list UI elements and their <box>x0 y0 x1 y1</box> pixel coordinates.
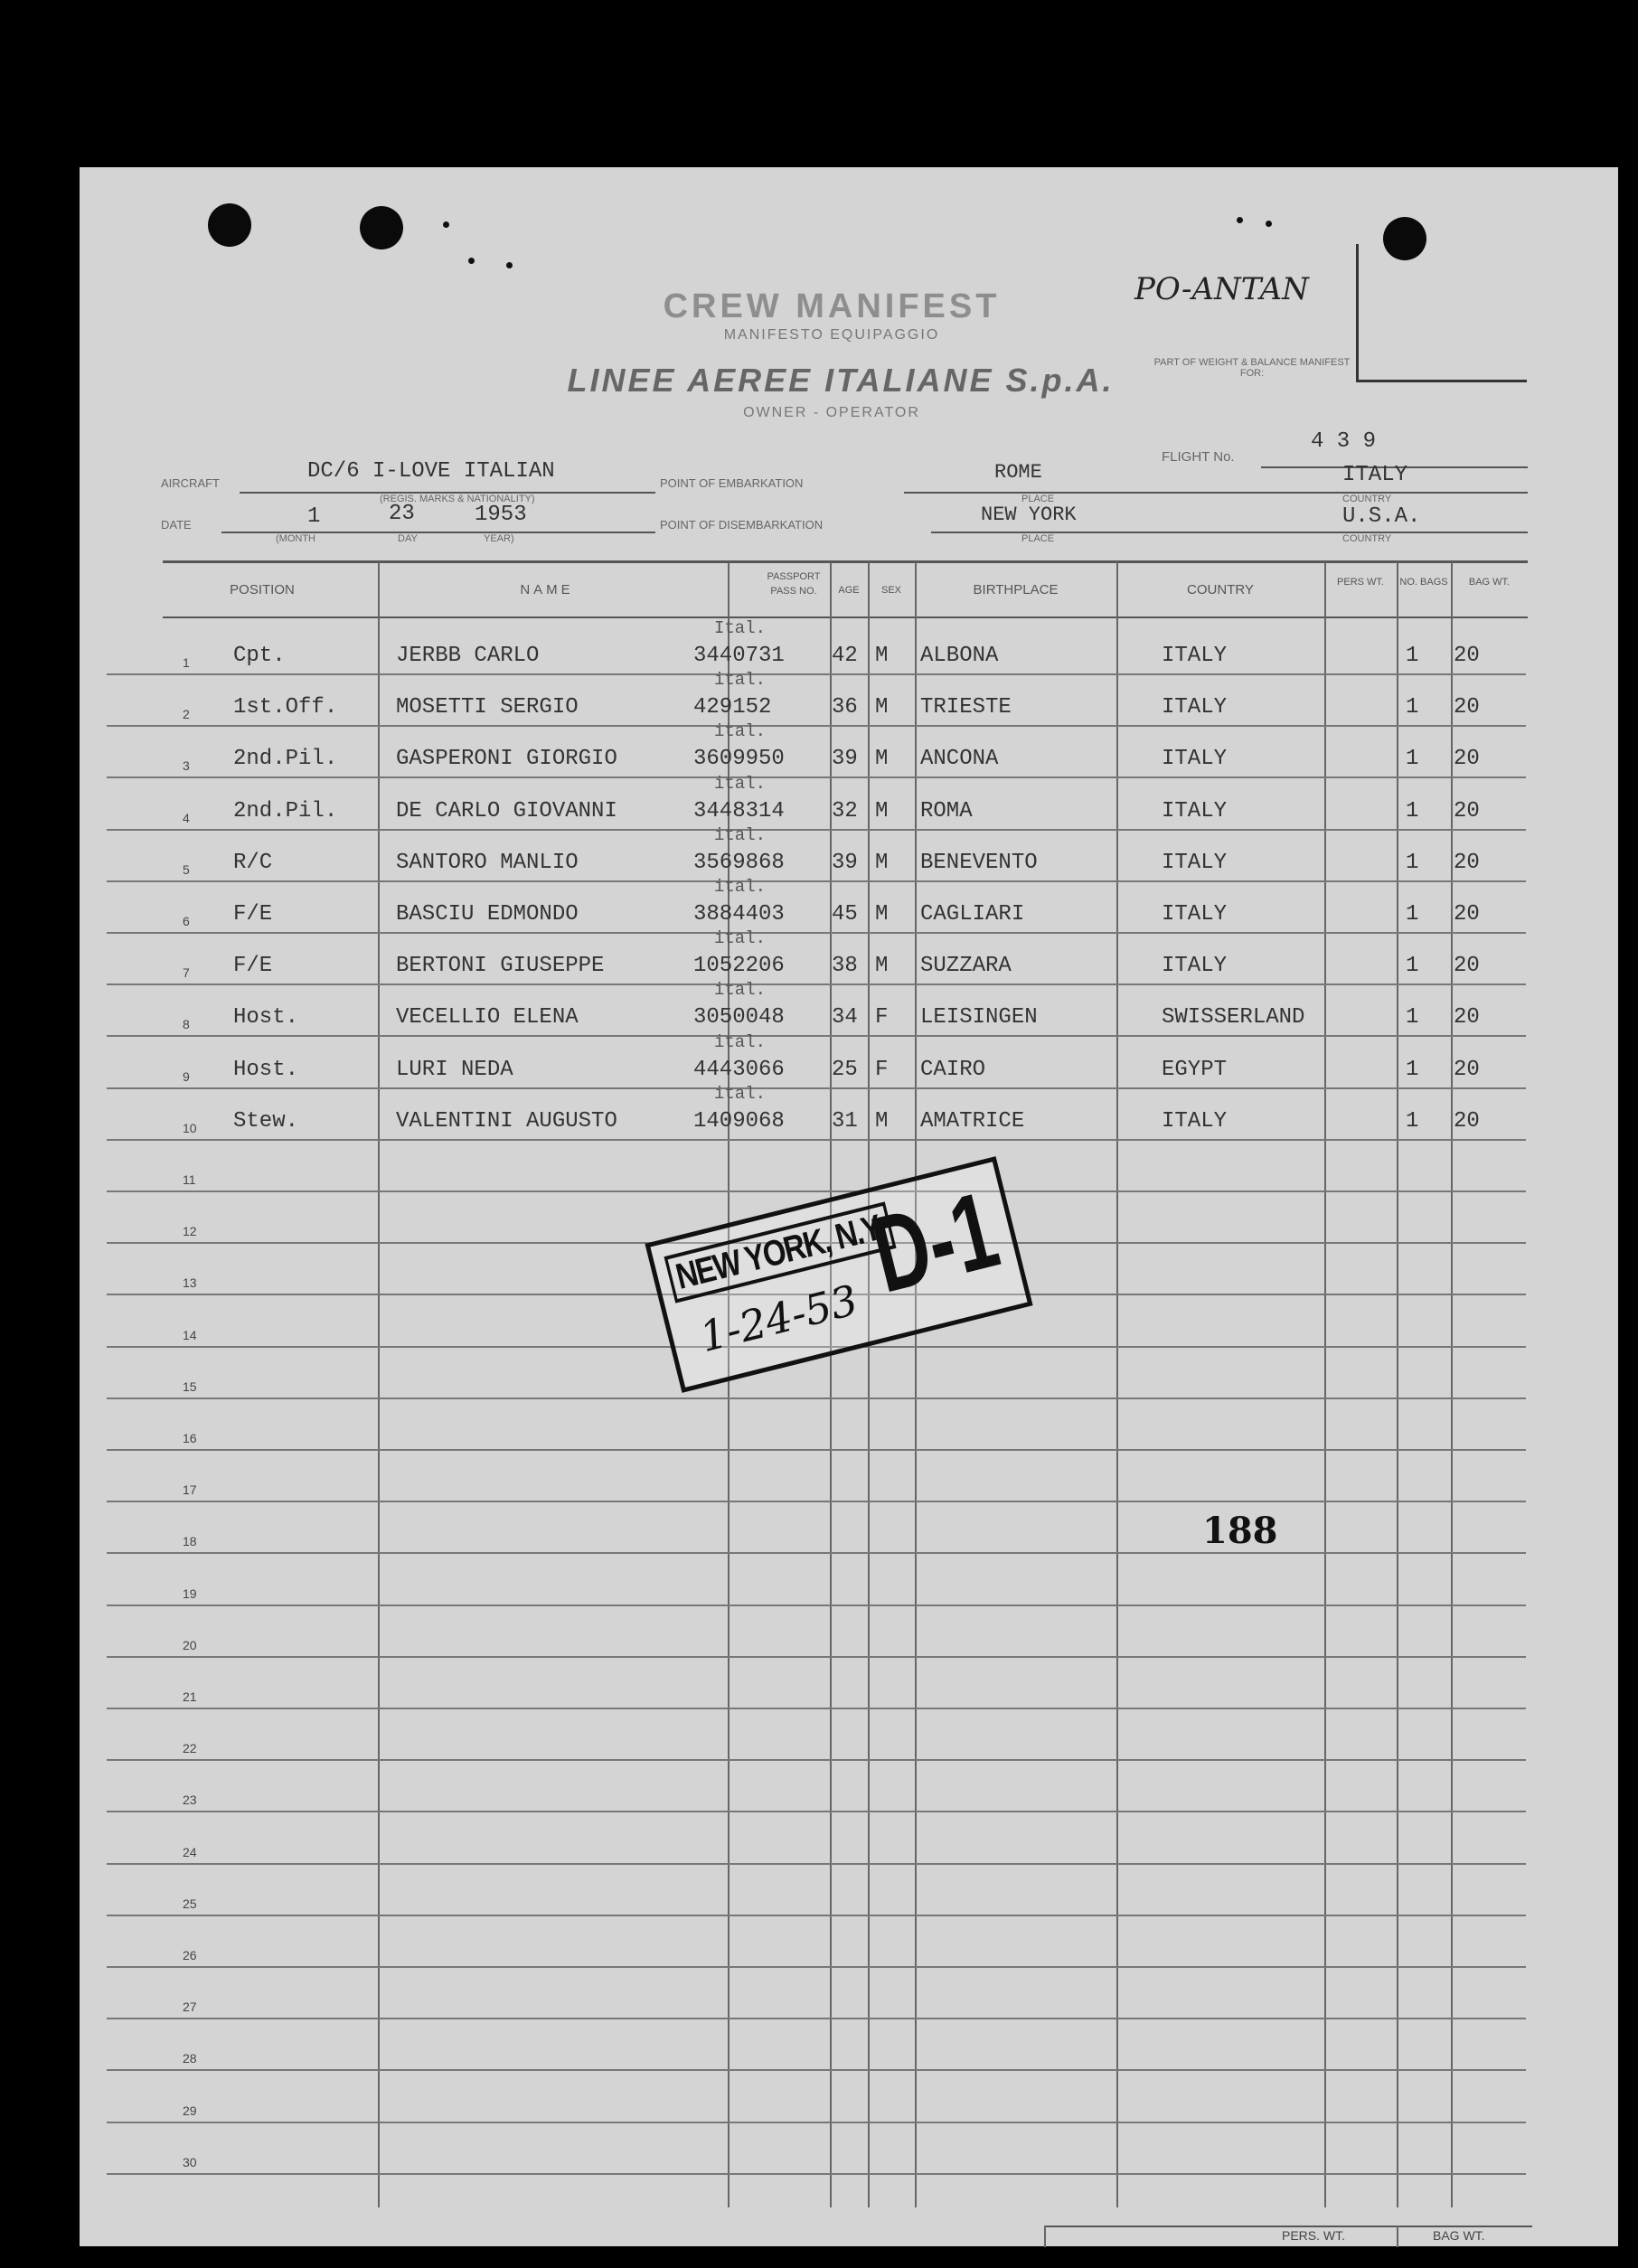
table-row <box>107 1141 1526 1192</box>
crew-position: 2nd.Pil. <box>233 798 338 823</box>
crew-sex: M <box>875 1108 889 1134</box>
crew-country: ITALY <box>1162 850 1228 875</box>
crew-birthplace: SUZZARA <box>920 954 1012 979</box>
row-number: 17 <box>183 1482 197 1498</box>
ink-speck <box>468 258 475 264</box>
crew-country: ITALY <box>1162 695 1228 720</box>
col-no-bags: NO. BAGS <box>1399 577 1448 588</box>
crew-name: LURI NEDA <box>396 1057 513 1082</box>
row-number: 29 <box>183 2103 197 2118</box>
crew-passport: 3448314 <box>693 798 785 823</box>
crew-name: GASPERONI GIORGIO <box>396 747 617 772</box>
footer-pers-wt: PERS. WT. <box>1282 2228 1346 2243</box>
row-number: 19 <box>183 1586 197 1601</box>
stamp-city: NEW YORK, N.Y. <box>664 1201 896 1303</box>
crew-passport: 3884403 <box>693 902 785 927</box>
row-number: 22 <box>183 1741 197 1756</box>
crew-birthplace: CAGLIARI <box>920 902 1025 927</box>
crew-name: BASCIU EDMONDO <box>396 902 579 927</box>
embarkation-country-label: COUNTRY <box>1342 494 1392 504</box>
crew-birthplace: LEISINGEN <box>920 1005 1038 1030</box>
row-number: 9 <box>183 1068 190 1084</box>
crew-position: Stew. <box>233 1108 299 1134</box>
crew-country: ITALY <box>1162 1108 1228 1134</box>
airline-name: LINEE AEREE ITALIANE S.p.A. <box>567 362 1115 399</box>
weight-box-label: PART OF WEIGHT & BALANCE MANIFEST FOR: <box>1153 357 1351 379</box>
crew-sex: M <box>875 695 889 720</box>
table-row <box>107 928 1526 985</box>
table-row <box>107 1606 1526 1658</box>
passport-prefix: ital. <box>714 980 767 1001</box>
crew-birthplace: CAIRO <box>920 1057 986 1082</box>
passport-prefix: ital. <box>714 928 767 949</box>
crew-bag-wt: 20 <box>1454 850 1480 875</box>
table-row <box>107 2123 1526 2175</box>
footer-bag-wt: BAG WT. <box>1433 2228 1485 2243</box>
crew-age: 36 <box>832 695 858 720</box>
table-row <box>107 1916 1526 1968</box>
passport-prefix: ital. <box>714 773 767 794</box>
crew-passport: 1052206 <box>693 954 785 979</box>
crew-position: F/E <box>233 902 273 927</box>
flight-number: 4 3 9 <box>1311 429 1377 454</box>
embarkation-place: ROME <box>994 461 1042 484</box>
flight-label: FLIGHT No. <box>1162 449 1235 465</box>
handwritten-note: PO-ANTAN <box>1134 271 1309 307</box>
crew-bags: 1 <box>1406 747 1419 772</box>
passport-prefix: ital. <box>714 877 767 897</box>
crew-name: BERTONI GIUSEPPE <box>396 954 605 979</box>
col-pers-wt: PERS WT. <box>1337 577 1384 588</box>
disembarkation-country-label: COUNTRY <box>1342 533 1392 544</box>
crew-name: JERBB CARLO <box>396 644 540 668</box>
table-row <box>107 2072 1526 2123</box>
row-number: 25 <box>183 1896 197 1911</box>
col-position: POSITION <box>230 582 295 598</box>
stamp-date: 1-24-53 <box>694 1275 863 1362</box>
crew-name: SANTORO MANLIO <box>396 850 579 875</box>
col-name: NAME <box>520 582 574 598</box>
crew-passport: 3569868 <box>693 850 785 875</box>
row-number: 3 <box>183 758 190 774</box>
table-row <box>107 1031 1526 1089</box>
footer-divider <box>1397 2226 1398 2247</box>
crew-name: DE CARLO GIOVANNI <box>396 798 617 823</box>
embarkation-line <box>904 492 1528 494</box>
table-row <box>107 1083 1526 1141</box>
row-number: 24 <box>183 1844 197 1859</box>
crew-sex: M <box>875 747 889 772</box>
date-label: DATE <box>161 518 192 532</box>
table-top-rule <box>163 560 1528 563</box>
row-number: 14 <box>183 1327 197 1342</box>
crew-bag-wt: 20 <box>1454 1108 1480 1134</box>
weight-box <box>1356 244 1527 382</box>
crew-bag-wt: 20 <box>1454 1005 1480 1030</box>
table-row <box>107 1451 1526 1502</box>
crew-passport: 3050048 <box>693 1005 785 1030</box>
crew-position: F/E <box>233 954 273 979</box>
table-header-rule <box>163 616 1528 618</box>
crew-birthplace: AMATRICE <box>920 1108 1025 1134</box>
disembarkation-place: NEW YORK <box>981 503 1077 526</box>
disembarkation-label: POINT OF DISEMBARKATION <box>660 518 824 532</box>
table-row <box>107 1658 1526 1709</box>
crew-birthplace: TRIESTE <box>920 695 1012 720</box>
crew-bags: 1 <box>1406 798 1419 823</box>
crew-country: ITALY <box>1162 954 1228 979</box>
row-number: 26 <box>183 1948 197 1962</box>
crew-bags: 1 <box>1406 1108 1419 1134</box>
passport-prefix: ital. <box>714 670 767 691</box>
row-number: 1 <box>183 655 190 670</box>
crew-position: 2nd.Pil. <box>233 747 338 772</box>
crew-country: EGYPT <box>1162 1057 1228 1082</box>
table-row <box>107 877 1526 934</box>
crew-passport: 429152 <box>693 695 772 720</box>
crew-bag-wt: 20 <box>1454 1057 1480 1082</box>
crew-age: 34 <box>832 1005 858 1030</box>
table-row <box>107 824 1526 882</box>
crew-country: SWISSERLAND <box>1162 1005 1305 1030</box>
aircraft-label: AIRCRAFT <box>161 476 220 490</box>
crew-age: 45 <box>832 902 858 927</box>
footer-divider <box>1044 2226 1046 2247</box>
passport-prefix: ital. <box>714 824 767 845</box>
ink-speck <box>1237 217 1243 223</box>
crew-age: 31 <box>832 1108 858 1134</box>
crew-birthplace: ROMA <box>920 798 973 823</box>
crew-birthplace: ALBONA <box>920 644 999 668</box>
crew-bags: 1 <box>1406 644 1419 668</box>
col-bag-wt: BAG WT. <box>1468 577 1511 588</box>
table-row <box>107 1865 1526 1916</box>
crew-country: ITALY <box>1162 902 1228 927</box>
crew-bag-wt: 20 <box>1454 747 1480 772</box>
row-number: 7 <box>183 965 190 981</box>
crew-position: 1st.Off. <box>233 695 338 720</box>
row-number: 28 <box>183 2051 197 2066</box>
table-row <box>107 1399 1526 1451</box>
row-number: 18 <box>183 1534 197 1549</box>
crew-birthplace: BENEVENTO <box>920 850 1038 875</box>
crew-sex: M <box>875 850 889 875</box>
disembarkation-place-label: PLACE <box>1021 533 1055 544</box>
crew-sex: M <box>875 644 889 668</box>
punch-hole <box>360 206 403 249</box>
stamp-code: D-1 <box>860 1168 1009 1316</box>
row-rule <box>107 2173 1526 2175</box>
table-row <box>107 1555 1526 1606</box>
crew-age: 32 <box>832 798 858 823</box>
row-number: 10 <box>183 1120 197 1135</box>
ink-speck <box>1266 221 1272 227</box>
ink-speck <box>443 221 449 228</box>
crew-country: ITALY <box>1162 798 1228 823</box>
crew-bag-wt: 20 <box>1454 695 1480 720</box>
crew-sex: M <box>875 902 889 927</box>
table-row <box>107 2019 1526 2071</box>
table-row <box>107 721 1526 778</box>
date-day-label: DAY <box>398 533 418 544</box>
manifest-subtitle: MANIFESTO EQUIPAGGIO <box>723 327 940 343</box>
crew-name: VECELLIO ELENA <box>396 1005 579 1030</box>
row-number: 20 <box>183 1637 197 1652</box>
row-number: 30 <box>183 2154 197 2169</box>
table-row <box>107 618 1526 675</box>
crew-country: ITALY <box>1162 747 1228 772</box>
date-month-label: (MONTH <box>276 533 315 544</box>
row-number: 12 <box>183 1224 197 1239</box>
crew-age: 39 <box>832 850 858 875</box>
date-year-label: YEAR) <box>484 533 514 544</box>
footer-rule <box>1044 2226 1532 2227</box>
crew-passport: 3440731 <box>693 644 785 668</box>
manifest-title: CREW MANIFEST <box>663 287 1001 325</box>
crew-bags: 1 <box>1406 695 1419 720</box>
row-number: 21 <box>183 1689 197 1704</box>
row-number: 8 <box>183 1017 190 1032</box>
table-row <box>107 773 1526 831</box>
row-number: 11 <box>183 1172 196 1187</box>
ink-speck <box>506 262 513 268</box>
punch-hole <box>208 203 251 247</box>
row-number: 6 <box>183 914 190 928</box>
row-number: 15 <box>183 1379 197 1394</box>
row-number: 4 <box>183 810 190 825</box>
table-row <box>107 670 1526 727</box>
table-row <box>107 980 1526 1037</box>
row-number: 23 <box>183 1793 197 1808</box>
crew-passport: 3609950 <box>693 747 785 772</box>
row-number: 27 <box>183 2000 197 2015</box>
crew-birthplace: ANCONA <box>920 747 999 772</box>
embarkation-place-label: PLACE <box>1021 494 1055 504</box>
crew-bags: 1 <box>1406 1057 1419 1082</box>
crew-bags: 1 <box>1406 902 1419 927</box>
crew-bag-wt: 20 <box>1454 798 1480 823</box>
crew-position: Cpt. <box>233 644 286 668</box>
embarkation-label: POINT OF EMBARKATION <box>660 476 804 490</box>
date-day: 23 <box>389 502 415 526</box>
row-number: 5 <box>183 861 190 877</box>
passport-prefix: ital. <box>714 1083 767 1104</box>
aircraft-sublabel: (REGIS. MARKS & NATIONALITY) <box>380 494 535 504</box>
crew-sex: F <box>875 1005 889 1030</box>
crew-age: 38 <box>832 954 858 979</box>
col-birthplace: BIRTHPLACE <box>973 582 1059 598</box>
aircraft-value: DC/6 I-LOVE ITALIAN <box>307 459 555 484</box>
col-age: AGE <box>838 585 860 596</box>
crew-sex: M <box>875 798 889 823</box>
row-number: 13 <box>183 1275 197 1291</box>
col-passport: PASSPORT PASS NO. <box>767 571 821 597</box>
crew-sex: M <box>875 954 889 979</box>
crew-bags: 1 <box>1406 850 1419 875</box>
passport-prefix: ital. <box>714 721 767 742</box>
crew-name: VALENTINI AUGUSTO <box>396 1108 617 1134</box>
crew-sex: F <box>875 1057 889 1082</box>
crew-bag-wt: 20 <box>1454 644 1480 668</box>
crew-age: 25 <box>832 1057 858 1082</box>
col-sex: SEX <box>880 585 901 596</box>
crew-position: Host. <box>233 1057 299 1082</box>
page-number: 188 <box>1202 1510 1278 1552</box>
table-row <box>107 1709 1526 1761</box>
crew-age: 39 <box>832 747 858 772</box>
crew-name: MOSETTI SERGIO <box>396 695 579 720</box>
row-number: 16 <box>183 1431 197 1445</box>
table-row <box>107 1761 1526 1812</box>
crew-bags: 1 <box>1406 954 1419 979</box>
crew-position: R/C <box>233 850 273 875</box>
crew-bags: 1 <box>1406 1005 1419 1030</box>
table-row <box>107 1968 1526 2019</box>
row-number: 2 <box>183 707 190 722</box>
crew-position: Host. <box>233 1005 299 1030</box>
disembarkation-line <box>931 532 1528 533</box>
passport-prefix: Ital. <box>714 618 767 638</box>
crew-passport: 4443066 <box>693 1057 785 1082</box>
crew-bag-wt: 20 <box>1454 902 1480 927</box>
crew-country: ITALY <box>1162 644 1228 668</box>
crew-passport: 1409068 <box>693 1108 785 1134</box>
owner-label: OWNER - OPERATOR <box>743 405 920 420</box>
date-month: 1 <box>307 504 321 529</box>
table-row <box>107 1502 1526 1554</box>
disembarkation-country: U.S.A. <box>1342 504 1421 529</box>
crew-bag-wt: 20 <box>1454 954 1480 979</box>
col-country: COUNTRY <box>1187 582 1254 598</box>
embarkation-country: ITALY <box>1342 463 1408 487</box>
crew-age: 42 <box>832 644 858 668</box>
table-row <box>107 1813 1526 1865</box>
passport-prefix: ital. <box>714 1031 767 1052</box>
date-year: 1953 <box>475 503 527 527</box>
